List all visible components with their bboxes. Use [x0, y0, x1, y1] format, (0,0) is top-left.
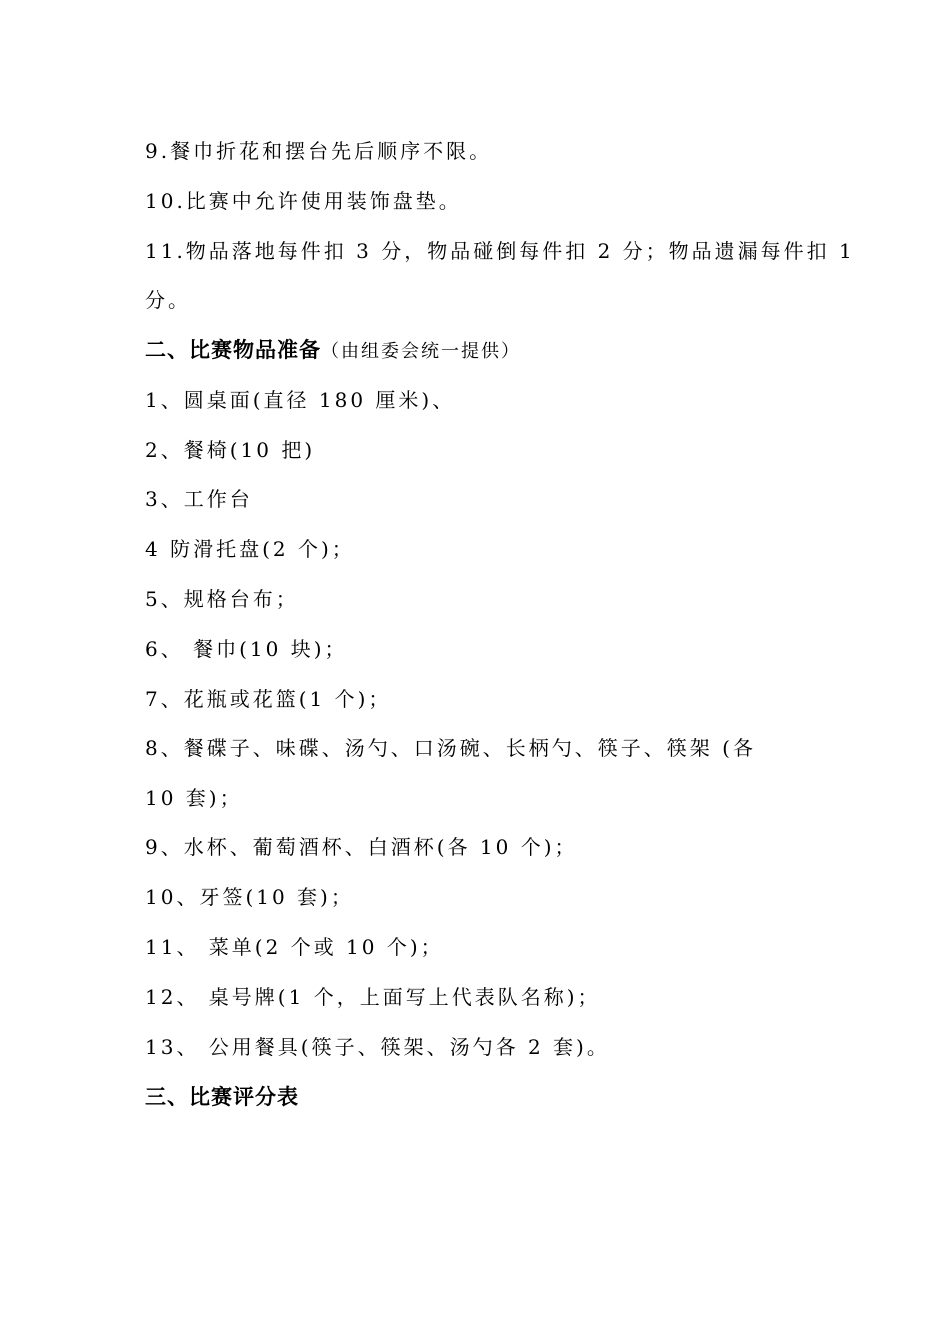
item-line-4: 4 防滑托盘(2 个)；	[145, 537, 355, 561]
item-line-8: 8、餐碟子、味碟、汤勺、口汤碗、长柄勺、筷子、筷架 (各	[145, 736, 756, 760]
item-line-13: 13、 公用餐具(筷子、筷架、汤勺各 2 套)。	[145, 1035, 610, 1059]
item-line-2: 2、餐椅(10 把)	[145, 438, 316, 462]
rule-line-11-continued: 分。	[145, 288, 191, 312]
rule-line-11: 11.物品落地每件扣 3 分，物品碰倒每件扣 2 分；物品遗漏每件扣 1	[145, 239, 855, 263]
item-line-1: 1、圆桌面(直径 180 厘米)、	[145, 388, 456, 412]
rule-line-10: 10.比赛中允许使用装饰盘垫。	[145, 189, 462, 213]
item-line-10: 10、牙签(10 套)；	[145, 885, 354, 909]
section-heading-2	[145, 335, 835, 367]
rule-line-9: 9.餐巾折花和摆台先后顺序不限。	[145, 139, 493, 163]
item-line-11: 11、 菜单(2 个或 10 个)；	[145, 935, 444, 959]
section-heading-3: 三、比赛评分表	[145, 1085, 299, 1109]
item-line-12: 12、 桌号牌(1 个，上面写上代表队名称)；	[145, 985, 601, 1009]
item-line-9: 9、水杯、葡萄酒杯、白酒杯(各 10 个)；	[145, 835, 578, 859]
item-line-5: 5、规格台布；	[145, 587, 299, 611]
section-heading-2-note: （由组委会统一提供）	[321, 341, 521, 362]
item-line-8-continued: 10 套)；	[145, 786, 243, 810]
section-heading-2-title: 二、比赛物品准备	[145, 338, 321, 362]
item-line-3: 3、工作台	[145, 487, 253, 511]
item-line-7: 7、花瓶或花篮(1 个)；	[145, 687, 392, 711]
item-line-6: 6、 餐巾(10 块)；	[145, 637, 348, 661]
